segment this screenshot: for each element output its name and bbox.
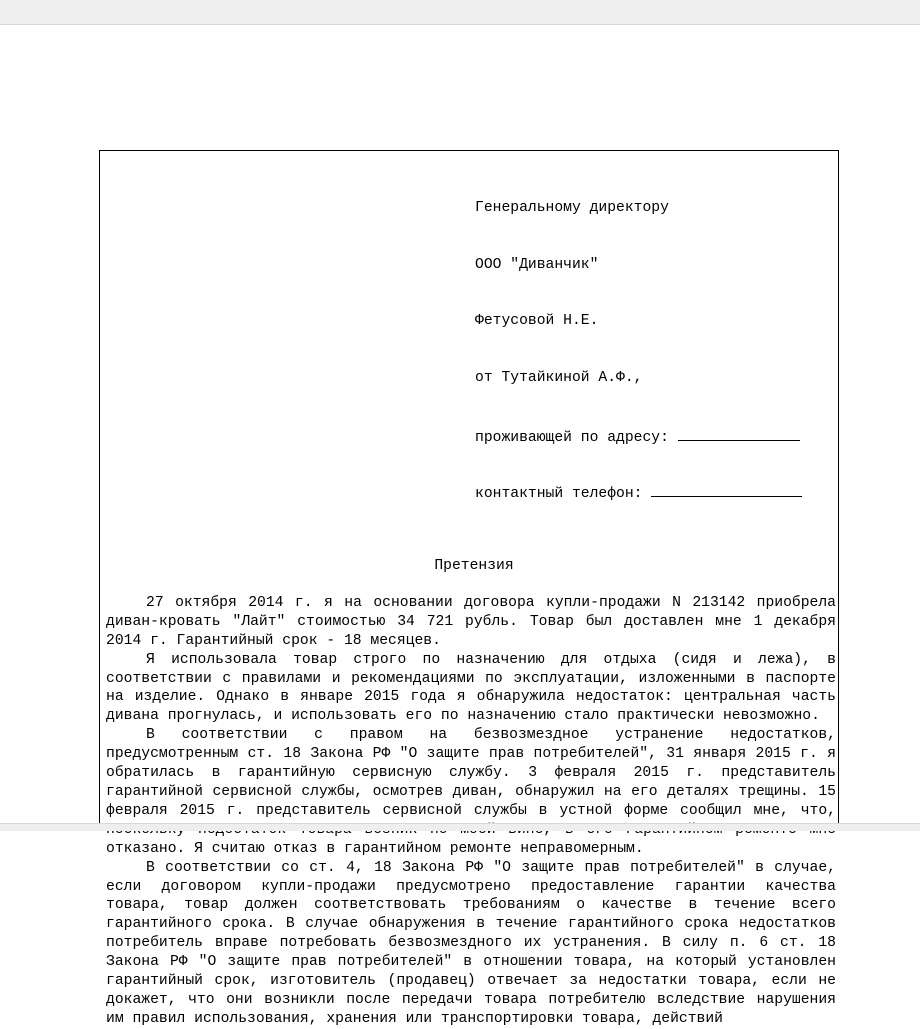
viewer-bottom-bar: [0, 823, 920, 831]
addressee-block: [475, 161, 836, 539]
phone-blank: [651, 482, 802, 497]
sender-name: от Тутайкиной А.Ф.,: [475, 369, 643, 386]
addressee-director: Генеральному директору: [475, 199, 669, 216]
document-body: [106, 161, 836, 1029]
paragraph-defect: Я использовала товар строго по назначению для отдыха (сидя и лежа), в соответствии с правилами и рекомендациями по эксплуатации, изложенными в паспорте на изделие. Однако в январе 2015 года я обнаружила недостаток: центральная часть дивана прогнулась, и использовать его по назначению стало практически невозможно.: [106, 651, 836, 725]
sender-address-line: [475, 426, 836, 445]
paragraph-refusal: В соответствии с правом на безвозмездное устранение недостатков, предусмотренным ст. 18 Закона РФ "О защите прав потребителей", 31 января 2015 г. я обратилась в гарантийную сервисную службу. 3 февраля 2015 г. представитель гарантийной сервисной службы, осмотрев диван, обнаружил на его деталях трещины. 15 февраля 2015 г. представитель сервисной службы в устной форме сообщил мне, что, отказано. Я считаю отказ в гарантийном ремонте неправомерным.: [106, 727, 836, 857]
sender-phone-label: контактный телефон:: [475, 486, 643, 503]
document-page: [99, 150, 839, 1027]
viewer-top-bar: [0, 0, 920, 25]
address-blank: [678, 426, 800, 441]
addressee-company: ООО "Диванчик": [475, 256, 599, 273]
paragraph-law: В соответствии со ст. 4, 18 Закона РФ "О защите прав потребителей" в случае, если договором купли-продажи предусмотрено предоставление гарантии качества товара, товар должен соответствовать требованиям о качестве в течение всего гарантийного срока. В случае обнаружения в течение гарантийного срока недостатков потребитель вправе потребовать безвозмездного их устранения. В силу п. 6 ст. 18 Закона РФ "О защите прав потребителей" в отношении товара, на который установлен гарантийный срок, изготовитель (продавец) отвечает за недостатки товара, если не докажет, что они возникли после передачи товара потребителю вследствие нарушения им правил использования, хранения или транспортировки товара, действий: [106, 859, 836, 1027]
paragraph-purchase: 27 октября 2014 г. я на основании договора купли-продажи N 213142 приобрела диван-кровать "Лайт" стоимостью 34 721 рубль. Товар был доставлен мне 1 декабря 2014 г. Гарантийный срок - 18 месяцев.: [106, 594, 836, 649]
addressee-name: Фетусовой Н.Е.: [475, 313, 599, 330]
sender-phone-line: [475, 482, 836, 501]
document-title: Претензия: [434, 558, 514, 575]
sender-address-label: проживающей по адресу:: [475, 429, 669, 446]
